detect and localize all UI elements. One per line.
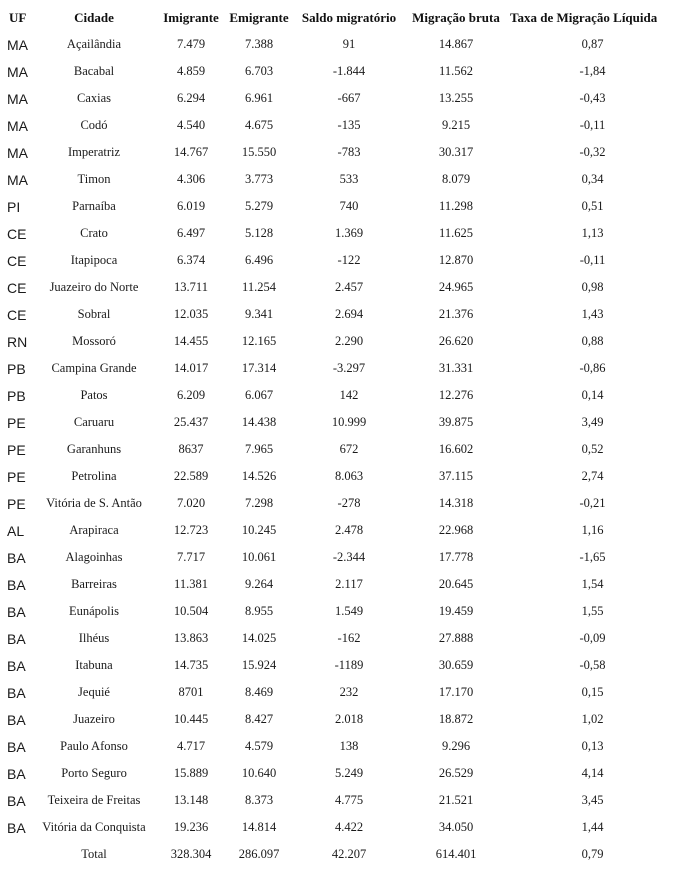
cell-saldo-migratorio: 4.422 xyxy=(334,820,364,834)
cell-taxa-migracao-liquida: 0,34 xyxy=(581,172,604,186)
cell-taxa-migracao-liquida: 1,13 xyxy=(581,226,604,240)
cell-uf: BA xyxy=(7,684,26,701)
cell-imigrante: 14.767 xyxy=(173,145,209,159)
cell-migracao-bruta: 39.875 xyxy=(438,415,474,429)
cell-cidade: Imperatriz xyxy=(67,145,121,159)
cell-emigrante: 4.675 xyxy=(244,118,274,132)
cell-emigrante: 14.526 xyxy=(241,469,277,483)
cell-taxa-migracao-liquida: -0,11 xyxy=(579,118,606,132)
cell-uf: CE xyxy=(7,279,27,296)
cell-uf xyxy=(0,841,30,868)
cell-emigrante: 15.924 xyxy=(241,658,277,672)
cell-migracao-bruta: 18.872 xyxy=(438,712,474,726)
cell-saldo-migratorio: 2.117 xyxy=(335,577,363,591)
cell-imigrante: 7.020 xyxy=(176,496,206,510)
cell-uf: BA xyxy=(7,792,26,809)
cell-saldo-migratorio: -122 xyxy=(337,253,361,267)
cell-cidade: Sobral xyxy=(77,307,111,321)
cell-uf: PE xyxy=(7,495,26,512)
cell-imigrante: 8637 xyxy=(178,442,204,456)
cell-imigrante: 6.374 xyxy=(176,253,206,267)
cell-cidade: Vitória da Conquista xyxy=(42,820,146,834)
cell-emigrante: 7.965 xyxy=(244,442,274,456)
cell-taxa-migracao-liquida: 1,43 xyxy=(581,307,604,321)
table-row xyxy=(0,247,677,274)
cell-emigrante: 6.496 xyxy=(244,253,274,267)
cell-saldo-migratorio: -162 xyxy=(337,631,361,645)
cell-cidade: Barreiras xyxy=(71,577,117,591)
cell-imigrante: 328.304 xyxy=(170,847,212,861)
cell-imigrante: 14.455 xyxy=(173,334,209,348)
cell-uf: PE xyxy=(7,441,26,458)
cell-imigrante: 7.479 xyxy=(176,37,206,51)
cell-saldo-migratorio: 138 xyxy=(339,739,359,753)
cell-emigrante: 6.067 xyxy=(244,388,274,402)
cell-uf: MA xyxy=(7,171,28,188)
cell-imigrante: 6.209 xyxy=(176,388,206,402)
cell-migracao-bruta: 22.968 xyxy=(438,523,474,537)
cell-saldo-migratorio: 91 xyxy=(342,37,356,51)
cell-saldo-migratorio: -1.844 xyxy=(332,64,366,78)
cell-taxa-migracao-liquida: 0,13 xyxy=(581,739,604,753)
cell-saldo-migratorio: 2.694 xyxy=(334,307,364,321)
cell-saldo-migratorio: 533 xyxy=(339,172,359,186)
cell-imigrante: 14.017 xyxy=(173,361,209,375)
cell-emigrante: 4.579 xyxy=(244,739,274,753)
cell-cidade: Juazeiro xyxy=(73,712,115,726)
cell-taxa-migracao-liquida: 1,54 xyxy=(581,577,604,591)
cell-imigrante: 4.717 xyxy=(176,739,206,753)
table-row xyxy=(0,625,677,652)
cell-cidade: Petrolina xyxy=(71,469,117,483)
column-header-emigrante: Emigrante xyxy=(229,9,289,25)
cell-uf: MA xyxy=(7,144,28,161)
column-header-imigrante: Imigrante xyxy=(163,9,219,25)
cell-emigrante: 17.314 xyxy=(241,361,277,375)
cell-cidade: Caruaru xyxy=(73,415,115,429)
cell-cidade: Açailândia xyxy=(66,37,122,51)
cell-imigrante: 4.306 xyxy=(176,172,206,186)
cell-migracao-bruta: 14.867 xyxy=(438,37,474,51)
table-row xyxy=(0,193,677,220)
cell-migracao-bruta: 13.255 xyxy=(438,91,474,105)
cell-migracao-bruta: 9.215 xyxy=(441,118,471,132)
table-row xyxy=(0,301,677,328)
cell-imigrante: 11.381 xyxy=(174,577,208,591)
cell-emigrante: 14.025 xyxy=(241,631,277,645)
cell-emigrante: 8.469 xyxy=(244,685,274,699)
cell-emigrante: 7.388 xyxy=(244,37,274,51)
cell-imigrante: 13.863 xyxy=(173,631,209,645)
table-header-row xyxy=(0,4,677,31)
cell-saldo-migratorio: 42.207 xyxy=(331,847,367,861)
cell-cidade: Caxias xyxy=(76,91,112,105)
cell-saldo-migratorio: 5.249 xyxy=(334,766,364,780)
cell-emigrante: 6.961 xyxy=(244,91,274,105)
table-row xyxy=(0,436,677,463)
cell-uf: BA xyxy=(7,549,26,566)
cell-migracao-bruta: 26.529 xyxy=(438,766,474,780)
table-body xyxy=(0,31,677,868)
cell-migracao-bruta: 17.778 xyxy=(438,550,474,564)
cell-uf: BA xyxy=(7,819,26,836)
cell-taxa-migracao-liquida: -0,11 xyxy=(579,253,606,267)
table-row xyxy=(0,85,677,112)
cell-taxa-migracao-liquida: 3,45 xyxy=(581,793,604,807)
table-row xyxy=(0,517,677,544)
cell-saldo-migratorio: -1189 xyxy=(334,658,364,672)
cell-taxa-migracao-liquida: -0,86 xyxy=(579,361,606,375)
table-row xyxy=(0,679,677,706)
cell-taxa-migracao-liquida: 1,44 xyxy=(581,820,604,834)
cell-saldo-migratorio: -667 xyxy=(337,91,361,105)
cell-cidade: Total xyxy=(81,847,107,861)
cell-cidade: Patos xyxy=(80,388,108,402)
cell-taxa-migracao-liquida: 1,55 xyxy=(581,604,604,618)
table-total-row xyxy=(0,841,677,868)
cell-cidade: Parnaíba xyxy=(72,199,116,213)
column-header-saldo-migratorio: Saldo migratório xyxy=(301,9,397,25)
cell-emigrante: 11.254 xyxy=(242,280,276,294)
cell-cidade: Mossoró xyxy=(72,334,116,348)
cell-emigrante: 10.640 xyxy=(241,766,277,780)
cell-taxa-migracao-liquida: 0,79 xyxy=(581,847,604,861)
table-row xyxy=(0,112,677,139)
cell-saldo-migratorio: -278 xyxy=(337,496,361,510)
cell-migracao-bruta: 12.276 xyxy=(438,388,474,402)
cell-emigrante: 7.298 xyxy=(244,496,274,510)
cell-saldo-migratorio: 672 xyxy=(339,442,359,456)
cell-taxa-migracao-liquida: -0,58 xyxy=(579,658,606,672)
table-row xyxy=(0,733,677,760)
cell-cidade: Timon xyxy=(77,172,111,186)
table-row xyxy=(0,544,677,571)
cell-saldo-migratorio: 232 xyxy=(339,685,359,699)
cell-uf: CE xyxy=(7,252,27,269)
cell-imigrante: 6.294 xyxy=(176,91,206,105)
cell-migracao-bruta: 21.521 xyxy=(438,793,474,807)
cell-migracao-bruta: 26.620 xyxy=(438,334,474,348)
cell-imigrante: 4.540 xyxy=(176,118,206,132)
table-row xyxy=(0,220,677,247)
cell-migracao-bruta: 8.079 xyxy=(441,172,471,186)
cell-uf: PE xyxy=(7,468,26,485)
cell-imigrante: 14.735 xyxy=(173,658,209,672)
cell-cidade: Bacabal xyxy=(73,64,115,78)
cell-emigrante: 10.061 xyxy=(241,550,277,564)
cell-imigrante: 25.437 xyxy=(173,415,209,429)
cell-taxa-migracao-liquida: 0,87 xyxy=(581,37,604,51)
cell-migracao-bruta: 614.401 xyxy=(435,847,477,861)
cell-saldo-migratorio: 2.457 xyxy=(334,280,364,294)
cell-uf: BA xyxy=(7,711,26,728)
cell-imigrante: 13.711 xyxy=(174,280,208,294)
cell-imigrante: 4.859 xyxy=(176,64,206,78)
cell-cidade: Juazeiro do Norte xyxy=(49,280,139,294)
cell-migracao-bruta: 27.888 xyxy=(438,631,474,645)
cell-cidade: Codó xyxy=(80,118,108,132)
cell-uf: PI xyxy=(7,198,21,215)
cell-uf: MA xyxy=(7,90,28,107)
cell-taxa-migracao-liquida: -1,65 xyxy=(579,550,606,564)
cell-migracao-bruta: 11.562 xyxy=(439,64,473,78)
cell-migracao-bruta: 19.459 xyxy=(438,604,474,618)
cell-taxa-migracao-liquida: 0,14 xyxy=(581,388,604,402)
cell-taxa-migracao-liquida: 4,14 xyxy=(581,766,604,780)
cell-imigrante: 12.723 xyxy=(173,523,209,537)
cell-saldo-migratorio: 2.478 xyxy=(334,523,364,537)
cell-emigrante: 3.773 xyxy=(244,172,274,186)
cell-taxa-migracao-liquida: -0,43 xyxy=(579,91,606,105)
cell-emigrante: 12.165 xyxy=(241,334,277,348)
cell-saldo-migratorio: 2.018 xyxy=(334,712,364,726)
cell-taxa-migracao-liquida: 1,16 xyxy=(581,523,604,537)
table-row xyxy=(0,490,677,517)
cell-saldo-migratorio: 1.549 xyxy=(334,604,364,618)
cell-migracao-bruta: 14.318 xyxy=(438,496,474,510)
cell-taxa-migracao-liquida: 1,02 xyxy=(581,712,604,726)
cell-saldo-migratorio: -783 xyxy=(337,145,361,159)
cell-uf: CE xyxy=(7,306,27,323)
cell-migracao-bruta: 30.659 xyxy=(438,658,474,672)
cell-cidade: Alagoinhas xyxy=(65,550,123,564)
migration-table xyxy=(0,4,677,868)
cell-saldo-migratorio: 142 xyxy=(339,388,359,402)
cell-imigrante: 10.504 xyxy=(173,604,209,618)
cell-migracao-bruta: 11.298 xyxy=(439,199,473,213)
cell-uf: MA xyxy=(7,63,28,80)
column-header-uf: UF xyxy=(9,9,27,25)
table-row xyxy=(0,409,677,436)
cell-cidade: Paulo Afonso xyxy=(60,739,128,753)
cell-imigrante: 15.889 xyxy=(173,766,209,780)
table-row xyxy=(0,382,677,409)
cell-saldo-migratorio: 2.290 xyxy=(334,334,364,348)
cell-saldo-migratorio: -3.297 xyxy=(332,361,366,375)
cell-emigrante: 14.814 xyxy=(241,820,277,834)
table-row xyxy=(0,274,677,301)
cell-cidade: Ilhéus xyxy=(78,631,110,645)
cell-migracao-bruta: 20.645 xyxy=(438,577,474,591)
cell-uf: BA xyxy=(7,738,26,755)
cell-uf: PB xyxy=(7,387,26,404)
cell-uf: BA xyxy=(7,630,26,647)
cell-cidade: Crato xyxy=(80,226,108,240)
cell-cidade: Jequié xyxy=(78,685,110,699)
cell-uf: BA xyxy=(7,657,26,674)
cell-cidade: Campina Grande xyxy=(51,361,137,375)
cell-imigrante: 8701 xyxy=(178,685,204,699)
table-row xyxy=(0,463,677,490)
cell-saldo-migratorio: 10.999 xyxy=(331,415,367,429)
cell-emigrante: 15.550 xyxy=(241,145,277,159)
table-row xyxy=(0,814,677,841)
table-row xyxy=(0,760,677,787)
cell-migracao-bruta: 31.331 xyxy=(438,361,474,375)
cell-taxa-migracao-liquida: 3,49 xyxy=(581,415,604,429)
cell-saldo-migratorio: 1.369 xyxy=(334,226,364,240)
cell-uf: BA xyxy=(7,576,26,593)
cell-taxa-migracao-liquida: 0,51 xyxy=(581,199,604,213)
cell-emigrante: 286.097 xyxy=(238,847,280,861)
cell-emigrante: 5.128 xyxy=(244,226,274,240)
table-row xyxy=(0,355,677,382)
cell-saldo-migratorio: 8.063 xyxy=(334,469,364,483)
cell-emigrante: 10.245 xyxy=(241,523,277,537)
cell-saldo-migratorio: 740 xyxy=(339,199,359,213)
cell-saldo-migratorio: 4.775 xyxy=(334,793,364,807)
cell-uf: BA xyxy=(7,603,26,620)
cell-migracao-bruta: 9.296 xyxy=(441,739,471,753)
cell-migracao-bruta: 24.965 xyxy=(438,280,474,294)
cell-migracao-bruta: 17.170 xyxy=(438,685,474,699)
cell-imigrante: 6.497 xyxy=(176,226,206,240)
cell-emigrante: 8.427 xyxy=(244,712,274,726)
column-header-cidade: Cidade xyxy=(74,9,114,25)
cell-taxa-migracao-liquida: -0,32 xyxy=(579,145,606,159)
cell-saldo-migratorio: -135 xyxy=(337,118,361,132)
cell-migracao-bruta: 16.602 xyxy=(438,442,474,456)
cell-saldo-migratorio: -2.344 xyxy=(332,550,366,564)
cell-taxa-migracao-liquida: 0,52 xyxy=(581,442,604,456)
cell-imigrante: 12.035 xyxy=(173,307,209,321)
cell-imigrante: 7.717 xyxy=(176,550,206,564)
table-row xyxy=(0,31,677,58)
table-row xyxy=(0,571,677,598)
table-row xyxy=(0,706,677,733)
table-row xyxy=(0,652,677,679)
cell-cidade: Itabuna xyxy=(75,658,113,672)
cell-uf: MA xyxy=(7,36,28,53)
cell-emigrante: 8.955 xyxy=(244,604,274,618)
column-header-taxa-migracao-liquida: Taxa de Migração Líquida xyxy=(510,9,658,25)
cell-emigrante: 9.341 xyxy=(244,307,274,321)
cell-emigrante: 5.279 xyxy=(244,199,274,213)
cell-taxa-migracao-liquida: 0,15 xyxy=(581,685,604,699)
table-row xyxy=(0,787,677,814)
cell-cidade: Garanhuns xyxy=(66,442,122,456)
cell-cidade: Teixeira de Freitas xyxy=(47,793,141,807)
cell-migracao-bruta: 11.625 xyxy=(439,226,473,240)
cell-emigrante: 8.373 xyxy=(244,793,274,807)
cell-taxa-migracao-liquida: 0,88 xyxy=(581,334,604,348)
table-row xyxy=(0,166,677,193)
cell-emigrante: 9.264 xyxy=(244,577,274,591)
cell-imigrante: 22.589 xyxy=(173,469,209,483)
cell-uf: AL xyxy=(7,522,25,539)
cell-taxa-migracao-liquida: 0,98 xyxy=(581,280,604,294)
cell-migracao-bruta: 30.317 xyxy=(438,145,474,159)
cell-uf: PB xyxy=(7,360,26,377)
cell-taxa-migracao-liquida: 2,74 xyxy=(581,469,604,483)
cell-uf: MA xyxy=(7,117,28,134)
cell-migracao-bruta: 12.870 xyxy=(438,253,474,267)
cell-emigrante: 6.703 xyxy=(244,64,274,78)
cell-migracao-bruta: 34.050 xyxy=(438,820,474,834)
cell-emigrante: 14.438 xyxy=(241,415,277,429)
cell-imigrante: 6.019 xyxy=(176,199,206,213)
cell-uf: PE xyxy=(7,414,26,431)
cell-cidade: Arapiraca xyxy=(69,523,119,537)
table-row xyxy=(0,598,677,625)
cell-imigrante: 19.236 xyxy=(173,820,209,834)
cell-imigrante: 10.445 xyxy=(173,712,209,726)
cell-migracao-bruta: 37.115 xyxy=(439,469,473,483)
table-row xyxy=(0,139,677,166)
column-header-migracao-bruta: Migração bruta xyxy=(412,9,500,25)
cell-migracao-bruta: 21.376 xyxy=(438,307,474,321)
cell-cidade: Eunápolis xyxy=(69,604,119,618)
cell-uf: BA xyxy=(7,765,26,782)
table-row xyxy=(0,58,677,85)
cell-uf: RN xyxy=(7,333,28,350)
table-row xyxy=(0,328,677,355)
cell-cidade: Itapipoca xyxy=(70,253,118,267)
cell-imigrante: 13.148 xyxy=(173,793,209,807)
cell-cidade: Vitória de S. Antão xyxy=(46,496,142,510)
cell-cidade: Porto Seguro xyxy=(61,766,127,780)
cell-taxa-migracao-liquida: -0,09 xyxy=(579,631,606,645)
cell-taxa-migracao-liquida: -0,21 xyxy=(579,496,606,510)
cell-uf: CE xyxy=(7,225,27,242)
cell-taxa-migracao-liquida: -1,84 xyxy=(579,64,606,78)
